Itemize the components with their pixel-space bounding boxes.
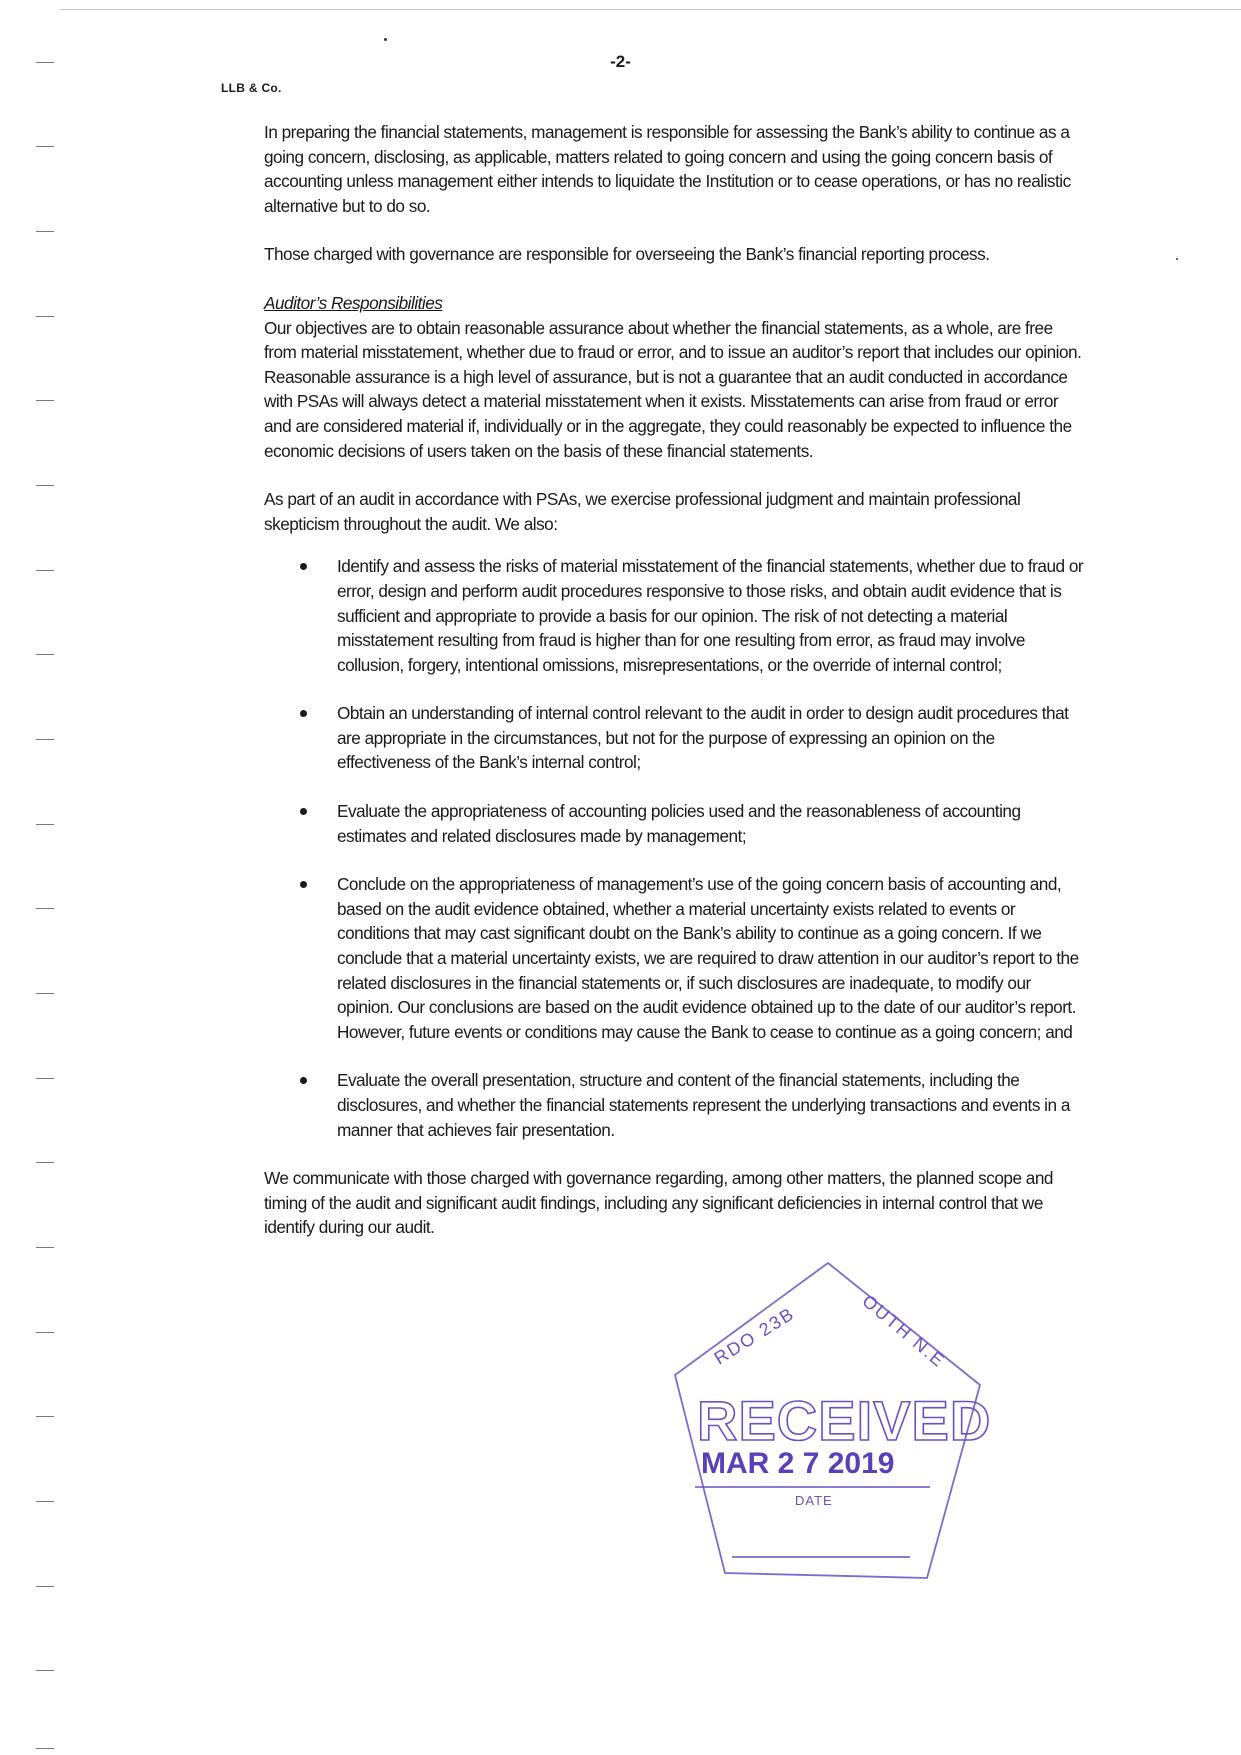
- report-body: [264, 120, 1084, 1264]
- paragraph-communication: We communicate with those charged with governance regarding, among other matters, the planned scope and timing of the audit and significant audit findings, including any significant deficiencies in internal control that we identify during our audit.: [264, 1168, 1053, 1238]
- stamp-arc-right: OUTH N.E: [858, 1290, 950, 1372]
- scan-speck: [384, 38, 387, 41]
- list-item: Evaluate the overall presentation, structure and content of the financial statements, including the disclosures, and whether the financial statements represent the underlying transactions and events in a manner that achieves fair presentation.: [337, 1068, 1084, 1142]
- paragraph-objectives: Our objectives are to obtain reasonable assurance about whether the financial statements, as a whole, are free from material misstatement, whether due to fraud or error, and to issue an auditor’s report that includes our opinion. Reasonable assurance is a high level of assurance, but is not a guarantee that an audit conducted in accordance with PSAs will always detect a material misstatement when it exists. Misstatements can arise from fraud or error and are considered material if, individually or in the aggregate, they could reasonably be expected to influence the economic decisions of users taken on the basis of these financial statements.: [264, 317, 1082, 461]
- paragraph-governance: Those charged with governance are responsible for overseeing the Bank’s financial reporting process.: [264, 244, 990, 265]
- scan-speck: [1176, 258, 1178, 260]
- stamp-date: MAR 2 7 2019: [701, 1447, 895, 1480]
- paragraph-going-concern: In preparing the financial statements, management is responsible for assessing the Bank’s ability to continue as a going concern, disclosing, as applicable, matters related to going concern and using the going concern basis of accounting unless management either intends to liquidate the Institution or to cease operations, or has no realistic alternative but to do so.: [264, 122, 1071, 216]
- stamp-title: RECEIVED: [697, 1389, 992, 1452]
- stamp-date-label: DATE: [795, 1493, 833, 1508]
- page-number: -2-: [610, 52, 631, 71]
- top-rule: [60, 9, 1241, 10]
- firm-name: LLB & Co.: [221, 81, 282, 95]
- stamp-arc-left: RDO 23B: [710, 1303, 799, 1369]
- list-item: Conclude on the appropriateness of management’s use of the going concern basis of accounting and, based on the audit evidence obtained, whether a material uncertainty exists related to events or conditions that may cast significant doubt on the Bank’s ability to continue as a going concern. If we conclude that a material uncertainty exists, we are required to draw attention in our auditor’s report to the related disclosures in the financial statements or, if such disclosures are inadequate, to modify our opinion. Our conclusions are based on the audit evidence obtained up to the date of our auditor’s report. However, future events or conditions may cause the Bank to cease to continue as a going concern; and: [337, 872, 1084, 1044]
- received-stamp: [665, 1255, 995, 1585]
- list-item: Identify and assess the risks of material misstatement of the financial statements, whether due to fraud or error, design and perform audit procedures responsive to those risks, and obtain audit evidence that is sufficient and appropriate to provide a basis for our opinion. The risk of not detecting a material misstatement resulting from fraud is higher than for one resulting from error, as fraud may involve collusion, forgery, intentional omissions, misrepresentations, or the override of internal control;: [337, 554, 1084, 677]
- paragraph-psa: As part of an audit in accordance with PSAs, we exercise professional judgment and maintain professional skepticism throughout the audit. We also:: [264, 489, 1021, 534]
- section-heading: Auditor’s Responsibilities: [264, 292, 443, 313]
- list-item: Obtain an understanding of internal control relevant to the audit in order to design audit procedures that are appropriate in the circumstances, but not for the purpose of expressing an opinion on the effectiveness of the Bank’s internal control;: [337, 701, 1084, 775]
- binding-margin-ticks: [36, 0, 56, 1755]
- list-item: Evaluate the appropriateness of accounting policies used and the reasonableness of accounting estimates and related disclosures made by management;: [337, 799, 1084, 848]
- responsibilities-list: [264, 554, 1084, 1142]
